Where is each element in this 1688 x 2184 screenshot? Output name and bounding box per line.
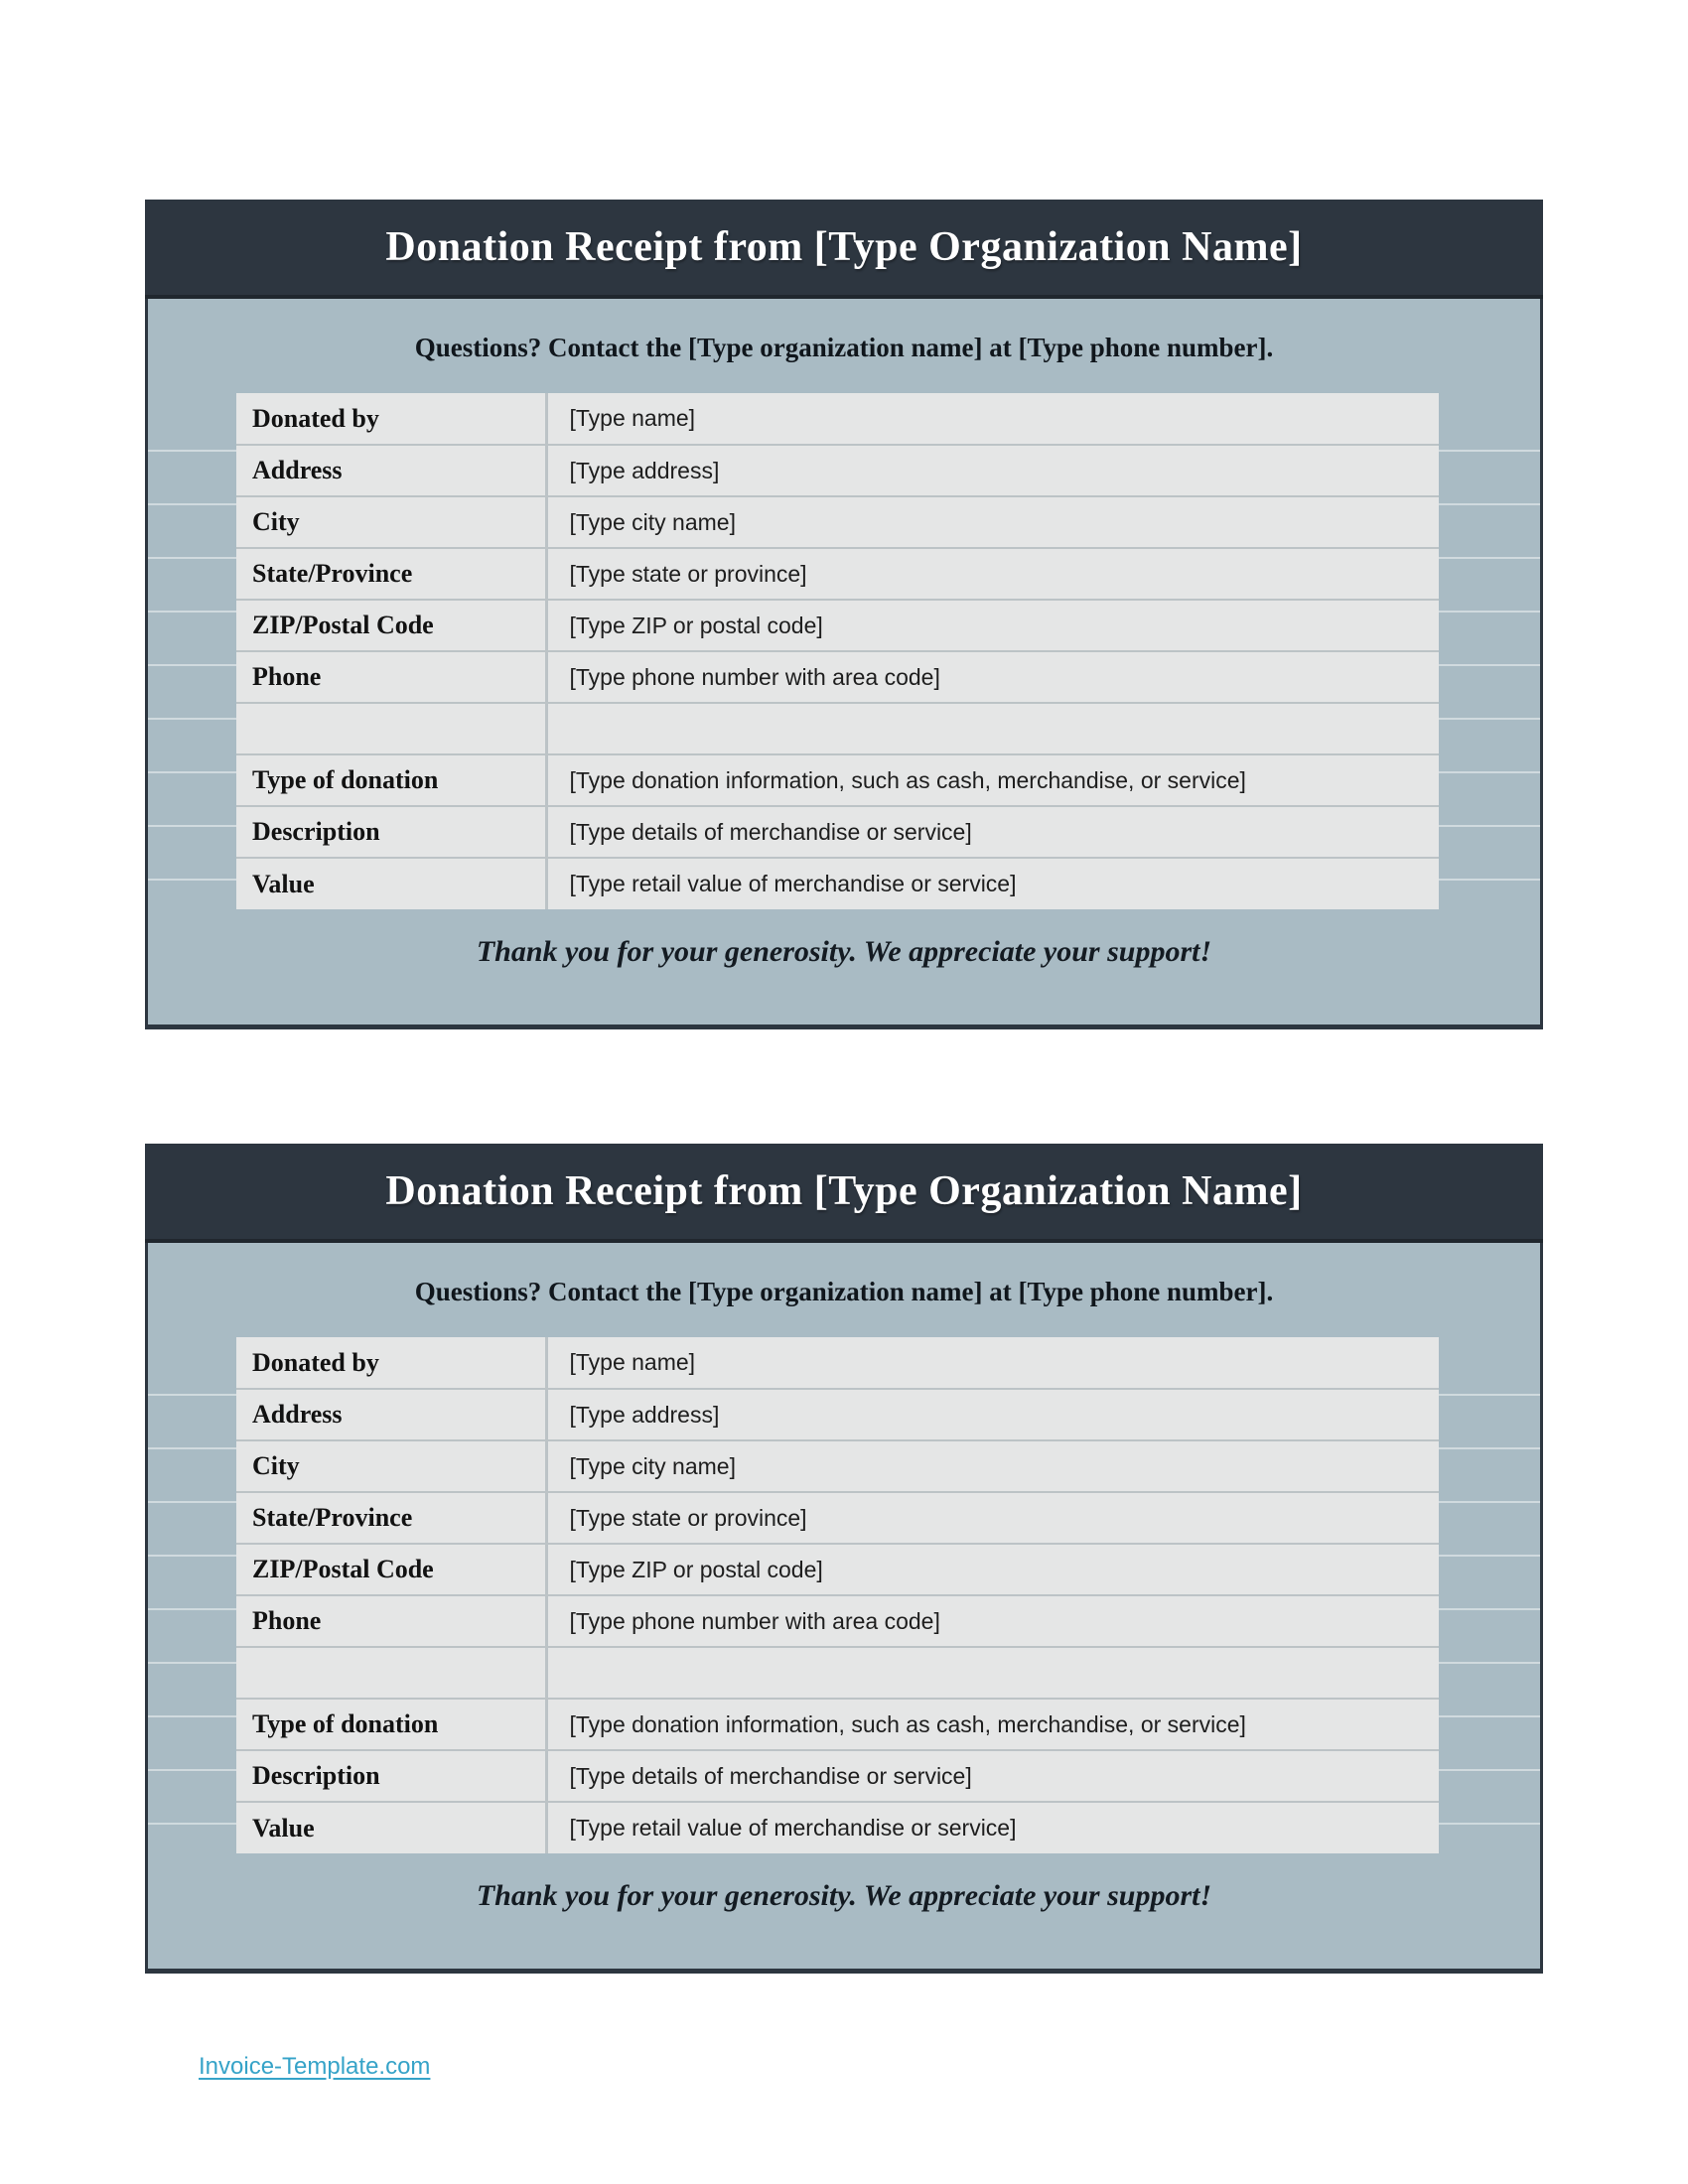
donation-receipt-card-1 (145, 200, 1543, 1029)
row-label-cell: Donated by (236, 1337, 546, 1389)
table-row (236, 858, 1439, 909)
row-label-cell: Value (236, 858, 546, 909)
table-spacer-row (236, 703, 1439, 754)
row-label-cell: ZIP/Postal Code (236, 1544, 546, 1595)
thank-you-line: Thank you for your generosity. We appreciate your support! (476, 935, 1212, 968)
margin-gridlines-left (148, 398, 236, 932)
table-row (236, 1440, 1439, 1492)
row-value-cell (546, 703, 1439, 754)
row-label-cell: Phone (236, 1595, 546, 1647)
receipt-table (236, 393, 1439, 909)
table-row (236, 651, 1439, 703)
row-label-cell: Address (236, 1389, 546, 1440)
receipt-header (145, 200, 1543, 299)
table-row (236, 1750, 1439, 1802)
receipt-table (236, 1337, 1439, 1853)
row-label-cell: Phone (236, 651, 546, 703)
table-row (236, 548, 1439, 600)
row-label-cell: Donated by (236, 393, 546, 445)
row-value-cell: [Type name] (546, 1337, 1439, 1389)
row-label-cell (236, 1647, 546, 1699)
row-value-cell: [Type donation information, such as cash, merchandise, or service] (546, 1699, 1439, 1750)
margin-gridlines-left (148, 1342, 236, 1876)
footer-site-link[interactable]: Invoice-Template.com (199, 2053, 431, 2080)
contact-line: Questions? Contact the [Type organization name] at [Type phone number]. (414, 1277, 1274, 1306)
row-label-cell: Description (236, 806, 546, 858)
donation-receipt-card-2 (145, 1144, 1543, 1974)
row-label-cell: State/Province (236, 1492, 546, 1544)
row-value-cell: [Type phone number with area code] (546, 651, 1439, 703)
table-row (236, 754, 1439, 806)
receipt-body (145, 299, 1543, 1029)
table-row (236, 1337, 1439, 1389)
margin-gridlines-right (1439, 398, 1540, 932)
row-value-cell: [Type donation information, such as cash, merchandise, or service] (546, 754, 1439, 806)
row-label-cell: City (236, 496, 546, 548)
table-row (236, 1389, 1439, 1440)
row-value-cell: [Type ZIP or postal code] (546, 1544, 1439, 1595)
row-label-cell: Description (236, 1750, 546, 1802)
table-row (236, 1595, 1439, 1647)
row-label-cell: City (236, 1440, 546, 1492)
table-row (236, 1699, 1439, 1750)
table-row (236, 496, 1439, 548)
row-label-cell: Type of donation (236, 1699, 546, 1750)
row-value-cell: [Type phone number with area code] (546, 1595, 1439, 1647)
row-value-cell: [Type name] (546, 393, 1439, 445)
margin-gridlines-right (1439, 1342, 1540, 1876)
row-label-cell: ZIP/Postal Code (236, 600, 546, 651)
receipt-body (145, 1243, 1543, 1974)
row-label-cell: Address (236, 445, 546, 496)
row-value-cell: [Type retail value of merchandise or service] (546, 1802, 1439, 1853)
receipt-title: Donation Receipt from [Type Organization Name] (385, 1168, 1303, 1214)
row-value-cell: [Type city name] (546, 496, 1439, 548)
row-label-cell (236, 703, 546, 754)
table-row (236, 806, 1439, 858)
row-value-cell: [Type ZIP or postal code] (546, 600, 1439, 651)
row-value-cell (546, 1647, 1439, 1699)
receipt-header (145, 1144, 1543, 1243)
row-label-cell: Type of donation (236, 754, 546, 806)
row-value-cell: [Type state or province] (546, 1492, 1439, 1544)
row-label-cell: State/Province (236, 548, 546, 600)
table-row (236, 393, 1439, 445)
thank-you-line: Thank you for your generosity. We appreciate your support! (476, 1879, 1212, 1912)
table-row (236, 1802, 1439, 1853)
table-row (236, 445, 1439, 496)
row-value-cell: [Type city name] (546, 1440, 1439, 1492)
row-value-cell: [Type address] (546, 445, 1439, 496)
row-value-cell: [Type retail value of merchandise or service] (546, 858, 1439, 909)
receipt-title: Donation Receipt from [Type Organization Name] (385, 224, 1303, 270)
row-label-cell: Value (236, 1802, 546, 1853)
table-spacer-row (236, 1647, 1439, 1699)
contact-line: Questions? Contact the [Type organization name] at [Type phone number]. (414, 333, 1274, 362)
table-row (236, 1544, 1439, 1595)
row-value-cell: [Type details of merchandise or service] (546, 806, 1439, 858)
row-value-cell: [Type address] (546, 1389, 1439, 1440)
row-value-cell: [Type details of merchandise or service] (546, 1750, 1439, 1802)
table-row (236, 600, 1439, 651)
row-value-cell: [Type state or province] (546, 548, 1439, 600)
table-row (236, 1492, 1439, 1544)
